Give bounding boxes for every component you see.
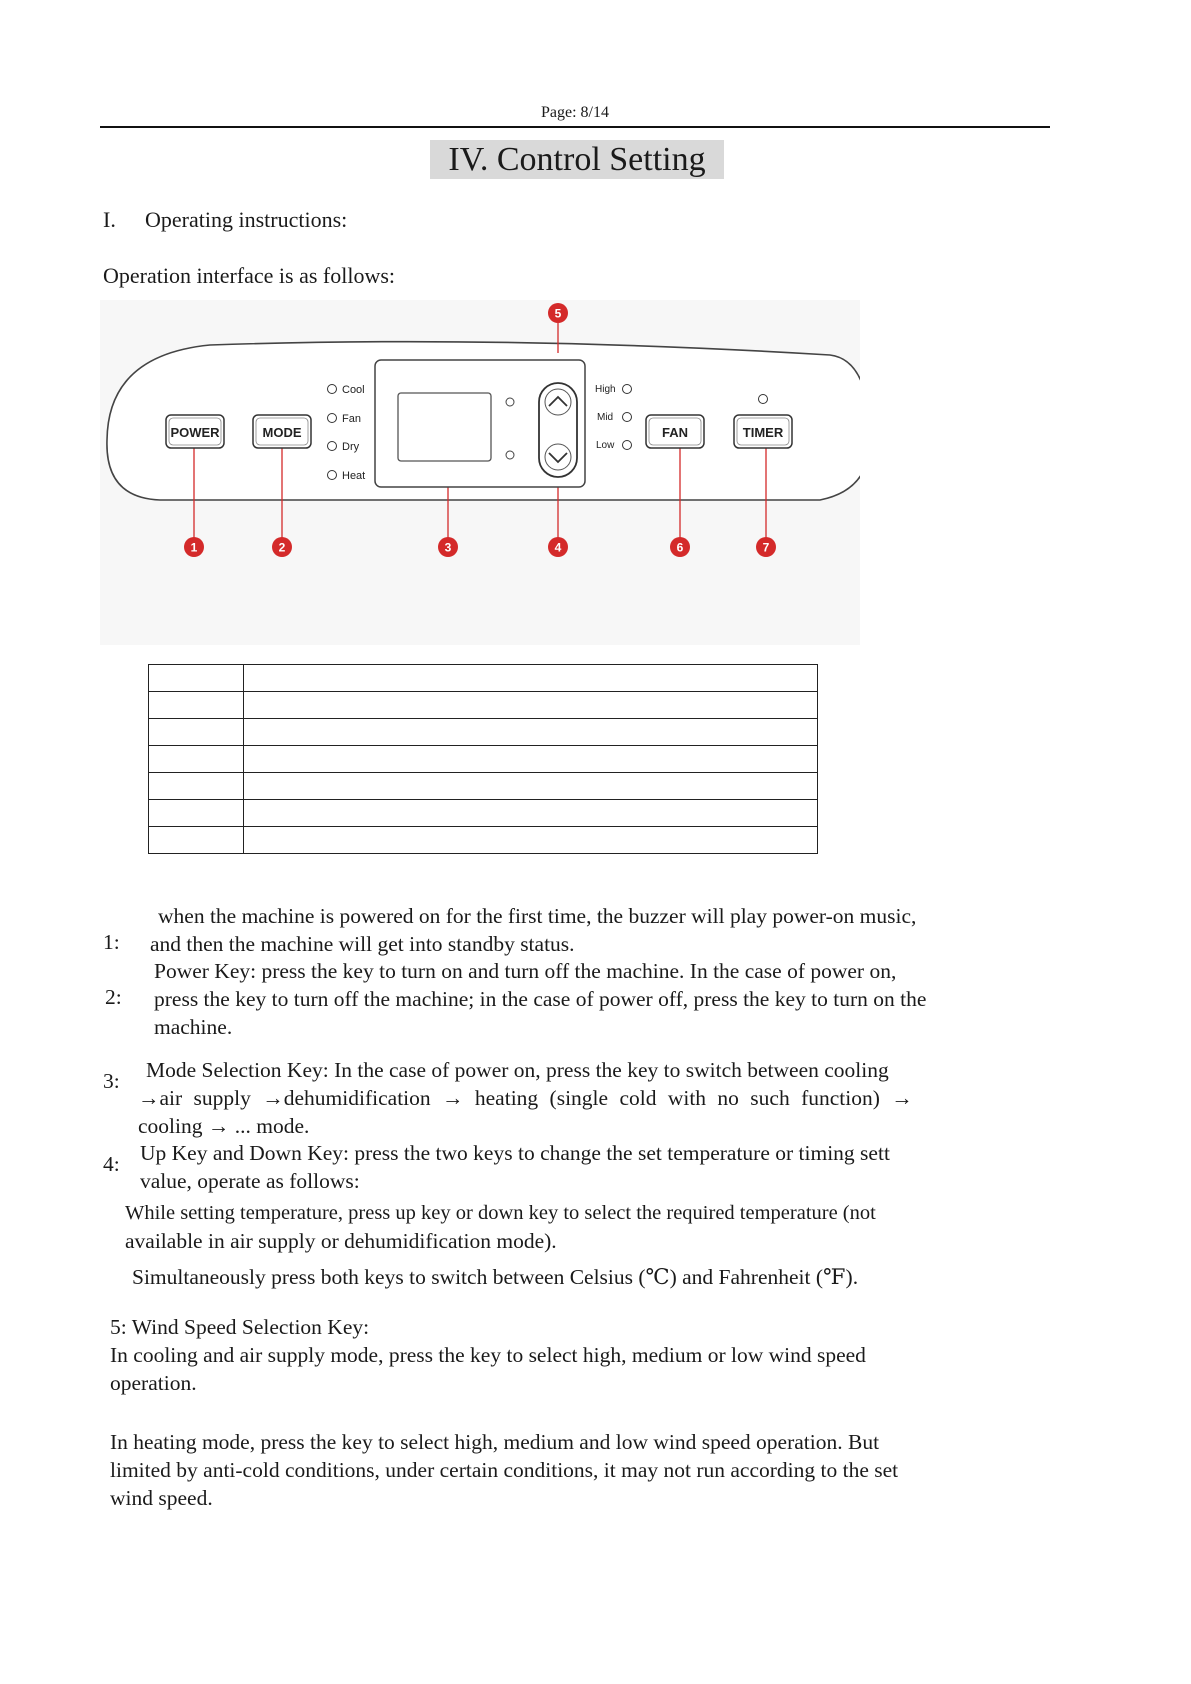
item-5-p2-line-2: limited by anti-cold conditions, under certain conditions, it may not run according to the set [110,1458,899,1482]
table-cell [244,692,818,719]
item-5-paragraph-1 [110,1341,1016,1397]
mode-indicator-fan: Fan [342,413,361,425]
svg-text:6: 6 [676,540,684,555]
item-5-p1-line-2: operation. [110,1371,197,1395]
speed-indicator-high: High [595,384,616,395]
svg-text:4: 4 [554,540,562,555]
item-4-number: 4: [103,1152,120,1176]
item-5-paragraph-2 [110,1428,1016,1512]
item-3-line-2: →air supply →dehumidification → heating (single cold with no such function) → [138,1086,913,1110]
item-3-text [138,1056,1008,1140]
fan-button[interactable] [646,415,704,448]
table-row [149,692,818,719]
speed-indicator-low: Low [596,440,615,451]
item-2-line-2: press the key to turn off the machine; in the case of power off, press the key to turn on the [154,987,927,1011]
item-3-line-3: cooling → ... mode. [138,1114,310,1138]
callout-4 [548,537,568,557]
page-title: IV. Control Setting [430,140,724,179]
callout-1 [184,537,204,557]
item-4-text [140,1139,1010,1195]
item-2-number: 2: [105,985,122,1009]
table-row [149,665,818,692]
item-4-line-1: Up Key and Down Key: press the two keys to change the set temperature or timing sett [140,1141,890,1165]
table-row [149,746,818,773]
item-4-switch-line: Simultaneously press both keys to switch between Celsius (℃) and Fahrenheit (℉). [132,1265,859,1289]
timer-button[interactable] [734,415,792,448]
svg-text:7: 7 [762,540,770,555]
section-label: Operating instructions: [145,207,348,232]
control-panel-figure [100,300,860,645]
mode-indicator-dry: Dry [342,441,360,453]
callout-3 [438,537,458,557]
item-5-p2-line-1: In heating mode, press the key to select high, medium and low wind speed operation. But [110,1430,880,1454]
item-2-line-1: Power Key: press the key to turn on and turn off the machine. In the case of power on, [154,959,897,983]
table-cell [244,719,818,746]
section-heading [103,207,347,233]
table-row [149,719,818,746]
table-cell [149,665,244,692]
item-1-number: 1: [103,930,120,954]
item-5-p2-line-3: wind speed. [110,1486,213,1510]
table-cell [149,719,244,746]
svg-text:5: 5 [554,306,562,321]
item-4-setting-line-1: While setting temperature, press up key or down key to select the required temperature (not [125,1202,876,1224]
svg-text:2: 2 [278,540,286,555]
up-key[interactable] [545,389,571,415]
table-cell [244,665,818,692]
mode-button[interactable] [253,415,311,448]
legend-table [148,664,818,854]
item-4-setting-line-2: available in air supply or dehumidification mode). [125,1229,557,1253]
mode-button-label: MODE [262,425,302,440]
svg-text:3: 3 [444,540,452,555]
speed-indicator-mid: Mid [597,412,614,423]
power-button-label: POWER [170,425,220,440]
item-3-line-1: Mode Selection Key: In the case of power on, press the key to switch between cooling [146,1058,889,1082]
item-3-number: 3: [103,1069,120,1093]
table-row [149,827,818,854]
item-5-heading: 5: Wind Speed Selection Key: [110,1315,370,1339]
down-key[interactable] [545,444,571,470]
table-cell [149,773,244,800]
mode-indicator-cool: Cool [342,384,365,396]
table-cell [149,800,244,827]
table-cell [149,692,244,719]
mode-indicator-heat: Heat [342,470,366,482]
timer-button-label: TIMER [742,425,784,440]
section-number: I. [103,207,116,232]
item-1-line-1: when the machine is powered on for the first time, the buzzer will play power-on music, [158,904,917,928]
power-button[interactable] [166,415,224,448]
item-1-line-2: and then the machine will get into standby status. [150,932,575,956]
table-cell [244,773,818,800]
svg-text:1: 1 [190,540,198,555]
item-5-p1-line-1: In cooling and air supply mode, press the key to select high, medium or low wind speed [110,1343,866,1367]
table-row [149,800,818,827]
item-4-setting-text [125,1199,1070,1255]
item-4-line-2: value, operate as follows: [140,1169,360,1193]
table-row [149,773,818,800]
callout-5 [548,303,568,323]
page-number: Page: 8/14 [541,104,609,121]
table-cell [244,827,818,854]
up-down-key[interactable] [539,383,577,477]
table-cell [244,800,818,827]
item-2-line-3: machine. [154,1015,233,1039]
header-rule [100,126,1050,128]
intro-text: Operation interface is as follows: [103,263,396,288]
callout-2 [272,537,292,557]
callout-7 [756,537,776,557]
table-cell [149,746,244,773]
table-cell [149,827,244,854]
fan-button-label: FAN [662,425,688,440]
table-cell [244,746,818,773]
callout-6 [670,537,690,557]
item-2-text [154,957,1024,1041]
